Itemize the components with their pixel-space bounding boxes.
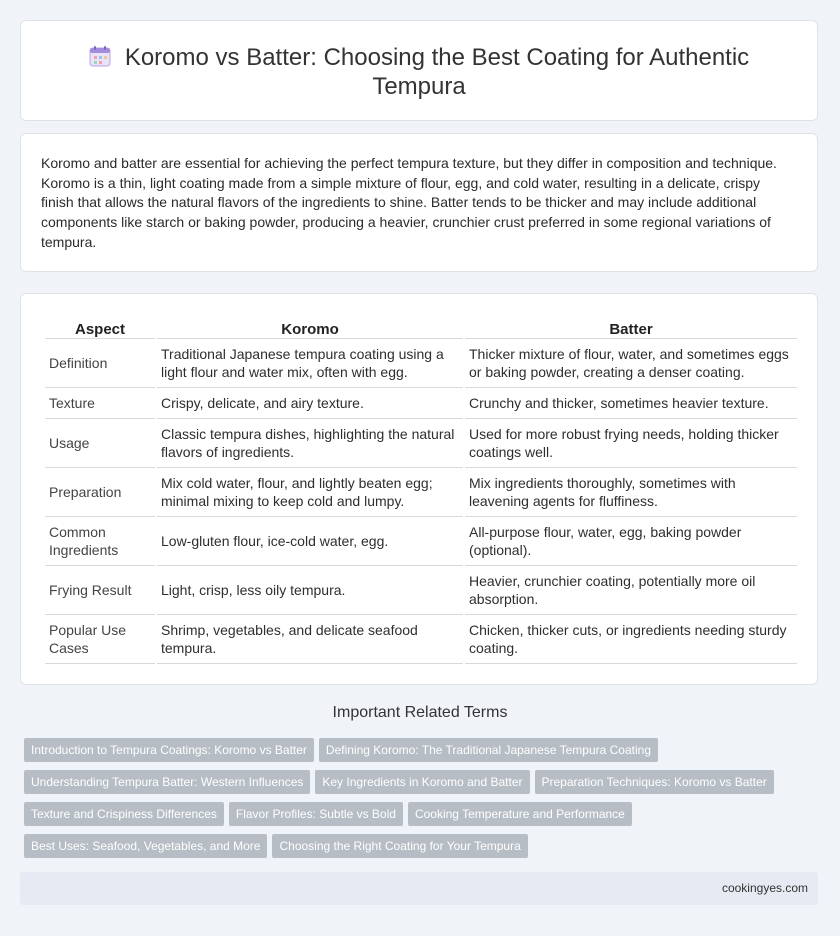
table-cell-koromo: Classic tempura dishes, highlighting the natural flavors of ingredients. [157, 419, 463, 468]
table-cell-koromo: Low-gluten flour, ice-cold water, egg. [157, 517, 463, 566]
footer [20, 872, 818, 905]
related-term-tag[interactable]: Best Uses: Seafood, Vegetables, and More [24, 834, 267, 858]
related-term-tag[interactable]: Choosing the Right Coating for Your Tempura [272, 834, 527, 858]
page-title [81, 43, 757, 101]
comparison-card [20, 293, 818, 685]
table-header: Aspect [45, 315, 155, 339]
comparison-table [43, 315, 799, 664]
table-cell-aspect: Frying Result [45, 566, 155, 615]
table-row [45, 419, 797, 468]
table-row [45, 468, 797, 517]
intro-card [20, 133, 818, 272]
table-cell-aspect: Usage [45, 419, 155, 468]
related-term-tag[interactable]: Key Ingredients in Koromo and Batter [315, 770, 529, 794]
related-term-tag[interactable]: Introduction to Tempura Coatings: Koromo vs Batter [24, 738, 314, 762]
table-cell-batter: Mix ingredients thoroughly, sometimes with leavening agents for fluffiness. [465, 468, 797, 517]
related-term-tag[interactable]: Defining Koromo: The Traditional Japanese Tempura Coating [319, 738, 658, 762]
table-row [45, 615, 797, 664]
related-term-tag[interactable]: Understanding Tempura Batter: Western Influences [24, 770, 310, 794]
table-cell-aspect: Definition [45, 339, 155, 388]
table-cell-koromo: Light, crisp, less oily tempura. [157, 566, 463, 615]
table-cell-batter: Crunchy and thicker, sometimes heavier texture. [465, 388, 797, 419]
table-header: Koromo [157, 315, 463, 339]
related-term-tag[interactable]: Cooking Temperature and Performance [408, 802, 632, 826]
related-terms-list [24, 738, 814, 866]
related-term-tag[interactable]: Preparation Techniques: Koromo vs Batter [535, 770, 774, 794]
table-cell-batter: Chicken, thicker cuts, or ingredients needing sturdy coating. [465, 615, 797, 664]
calendar-icon [89, 45, 111, 67]
intro-paragraph: Koromo and batter are essential for achieving the perfect tempura texture, but they differ in composition and technique. Koromo is a thin, light coating made from a simple mixture of flour, egg, and cold water, resulting in a delicate, crispy finish that allows the natural flavors of the ingredients to shine. Batter tends to be thicker and may include additional components like starch or baking powder, producing a heavier, crunchier crust preferred in some regional variations of tempura. [41, 155, 777, 250]
table-cell-aspect: Popular Use Cases [45, 615, 155, 664]
table-cell-batter: All-purpose flour, water, egg, baking powder (optional). [465, 517, 797, 566]
table-cell-batter: Used for more robust frying needs, holding thicker coatings well. [465, 419, 797, 468]
table-header: Batter [465, 315, 797, 339]
title-card [20, 20, 818, 121]
table-cell-koromo: Crispy, delicate, and airy texture. [157, 388, 463, 419]
related-term-tag[interactable]: Flavor Profiles: Subtle vs Bold [229, 802, 403, 826]
table-row [45, 388, 797, 419]
footer-site-link[interactable]: cookingyes.com [721, 881, 808, 895]
table-cell-aspect: Texture [45, 388, 155, 419]
page-title-text: Koromo vs Batter: Choosing the Best Coating for Authentic Tempura [124, 44, 750, 100]
table-cell-aspect: Preparation [45, 468, 155, 517]
table-cell-koromo: Mix cold water, flour, and lightly beaten egg; minimal mixing to keep cold and lumpy. [157, 468, 463, 517]
table-cell-batter: Heavier, crunchier coating, potentially more oil absorption. [465, 566, 797, 615]
table-row [45, 339, 797, 388]
table-cell-koromo: Traditional Japanese tempura coating using a light flour and water mix, often with egg. [157, 339, 463, 388]
table-cell-aspect: Common Ingredients [45, 517, 155, 566]
table-row [45, 566, 797, 615]
related-term-tag[interactable]: Texture and Crispiness Differences [24, 802, 224, 826]
table-row [45, 517, 797, 566]
related-terms-heading: Important Related Terms [332, 704, 508, 721]
table-cell-koromo: Shrimp, vegetables, and delicate seafood tempura. [157, 615, 463, 664]
table-cell-batter: Thicker mixture of flour, water, and sometimes eggs or baking powder, creating a denser coating. [465, 339, 797, 388]
